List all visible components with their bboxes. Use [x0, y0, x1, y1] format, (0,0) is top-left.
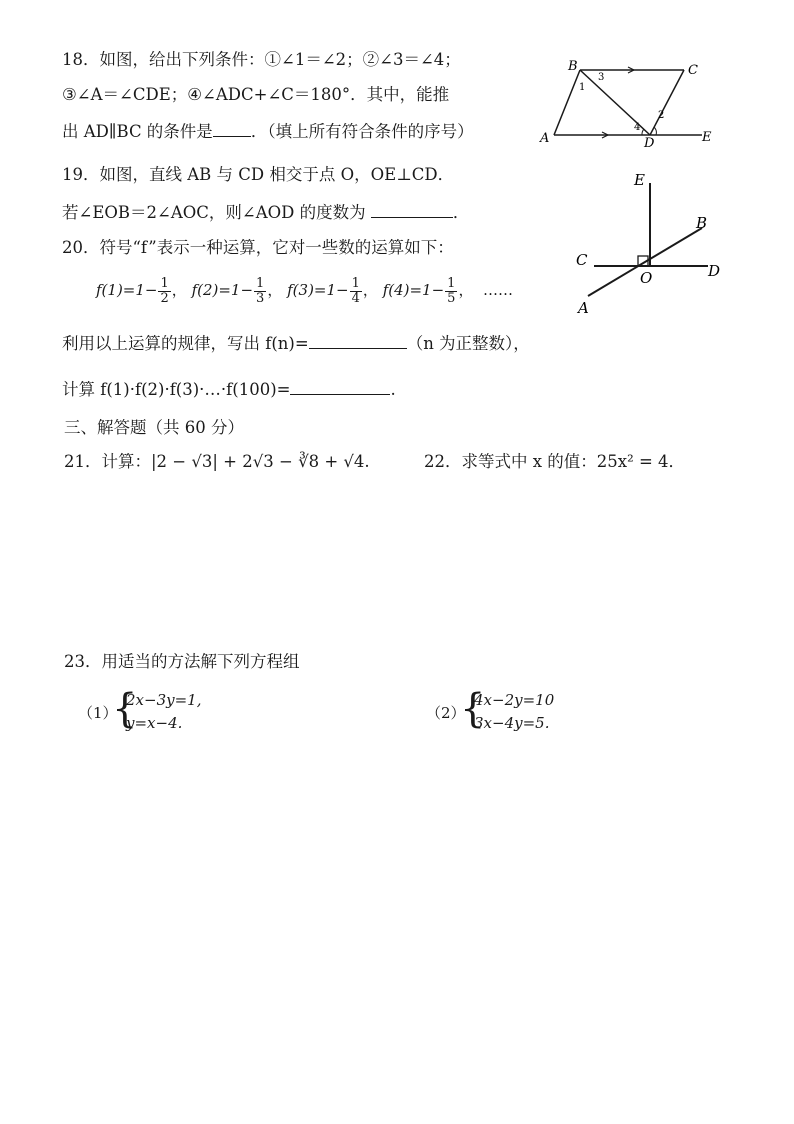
q23-system-1: [78, 686, 278, 736]
q23-part2-eq1: 4x−2y=10: [474, 691, 555, 709]
q19-line1: 19．如图，直线 AB 与 CD 相交于点 O，OE⊥CD．: [62, 165, 455, 184]
q18-angle-3: 3: [598, 72, 605, 83]
q19-label-E: E: [634, 171, 645, 189]
q19-intersecting-lines-figure: [570, 168, 730, 318]
q18-line2: ③∠A＝∠CDE；④∠ADC+∠C＝180°．其中，能推: [62, 85, 450, 104]
q19-label-A: A: [578, 299, 589, 317]
left-brace-icon: {: [112, 686, 138, 732]
q19-label-C: C: [576, 251, 588, 269]
q18-label-E: E: [702, 130, 712, 145]
fraction: $\frac{1}{2}$: [160, 275, 169, 306]
q21-text: 21．计算：|2 − √3| + 2√3 − ∛8 + √4.: [64, 452, 370, 471]
q20-line4-text: 计算 f(1)·f(2)·f(3)·…·f(100)=: [62, 380, 291, 399]
q20-term-2: f(2)=1− $\frac{1}{3}$: [191, 275, 265, 306]
q23-part2-label: （2）: [426, 704, 466, 722]
section-3-heading: 三、解答题（共 60 分）: [64, 418, 244, 437]
q20-line3: [62, 330, 530, 356]
q19-line2-tail: ．: [452, 203, 470, 222]
q19-line2-text: 若∠EOB＝2∠AOC，则∠AOD 的度数为: [62, 203, 366, 222]
q18-angle-2: 2: [658, 110, 665, 121]
q18-line3: [62, 118, 474, 144]
q23-part1-label: （1）: [78, 704, 118, 722]
q19-label-B: B: [696, 214, 708, 232]
q20-term-1: f(1)=1− $\frac{1}{2}$: [96, 275, 169, 306]
q18-label-B: B: [568, 59, 578, 74]
q23-part1-eq2: y=x−4.: [126, 714, 183, 732]
q22-text: 22．求等式中 x 的值：25x² = 4．: [424, 452, 686, 471]
fraction: $\frac{1}{4}$: [351, 275, 360, 306]
q18-line3-tail: ．（填上所有符合条件的序号）: [250, 122, 474, 141]
q20-line3-tail: （n 为正整数），: [406, 334, 530, 353]
q23-system-2: [426, 686, 626, 736]
q23-title: 23．用适当的方法解下列方程组: [64, 652, 300, 671]
q18-line1: 18．如图，给出下列条件：①∠1＝∠2；②∠3＝∠4；: [62, 50, 461, 69]
q18-label-C: C: [688, 63, 698, 78]
q20-line4: [62, 376, 396, 402]
q18-line3-text: 出 AD∥BC 的条件是: [62, 122, 213, 141]
fraction: $\frac{1}{3}$: [256, 275, 265, 306]
q19-label-O: O: [640, 269, 653, 287]
q23-part2-eq2: 3x−4y=5.: [474, 714, 550, 732]
q18-parallelogram-figure: [532, 58, 722, 148]
q19-line2: [62, 199, 469, 225]
q18-label-D: D: [644, 136, 655, 148]
q20-term-4: f(4)=1− $\frac{1}{5}$: [382, 275, 456, 306]
q20-line1: 20．符号“f”表示一种运算，它对一些数的运算如下：: [62, 238, 454, 257]
q20-function-values: f(1)=1− $\frac{1}{2}$ ， f(2)=1− $\frac{1}{3}$ ， f(3)=1− $\frac{1}{4}$ ， f(4)=1− $\frac{1}{5}$ ， ……: [96, 275, 514, 306]
q19-answer-blank[interactable]: [371, 199, 453, 218]
q20-line4-tail: .: [390, 380, 396, 399]
q20-term-3: f(3)=1− $\frac{1}{4}$: [287, 275, 360, 306]
q18-angle-1: 1: [579, 82, 586, 93]
q19-label-D: D: [708, 262, 721, 280]
q20-ellipsis: ……: [483, 281, 514, 299]
q18-label-A: A: [540, 131, 550, 146]
q20-product-blank[interactable]: [290, 376, 390, 395]
q18-answer-blank[interactable]: [213, 118, 251, 137]
fraction: $\frac{1}{5}$: [447, 275, 456, 306]
q20-formula-blank[interactable]: [309, 330, 407, 349]
q20-line3-text: 利用以上运算的规律，写出 f(n)=: [62, 334, 309, 353]
q18-angle-4: 4: [634, 122, 641, 133]
left-brace-icon: {: [460, 686, 486, 732]
q23-part1-eq1: 2x−3y=1,: [126, 691, 202, 709]
